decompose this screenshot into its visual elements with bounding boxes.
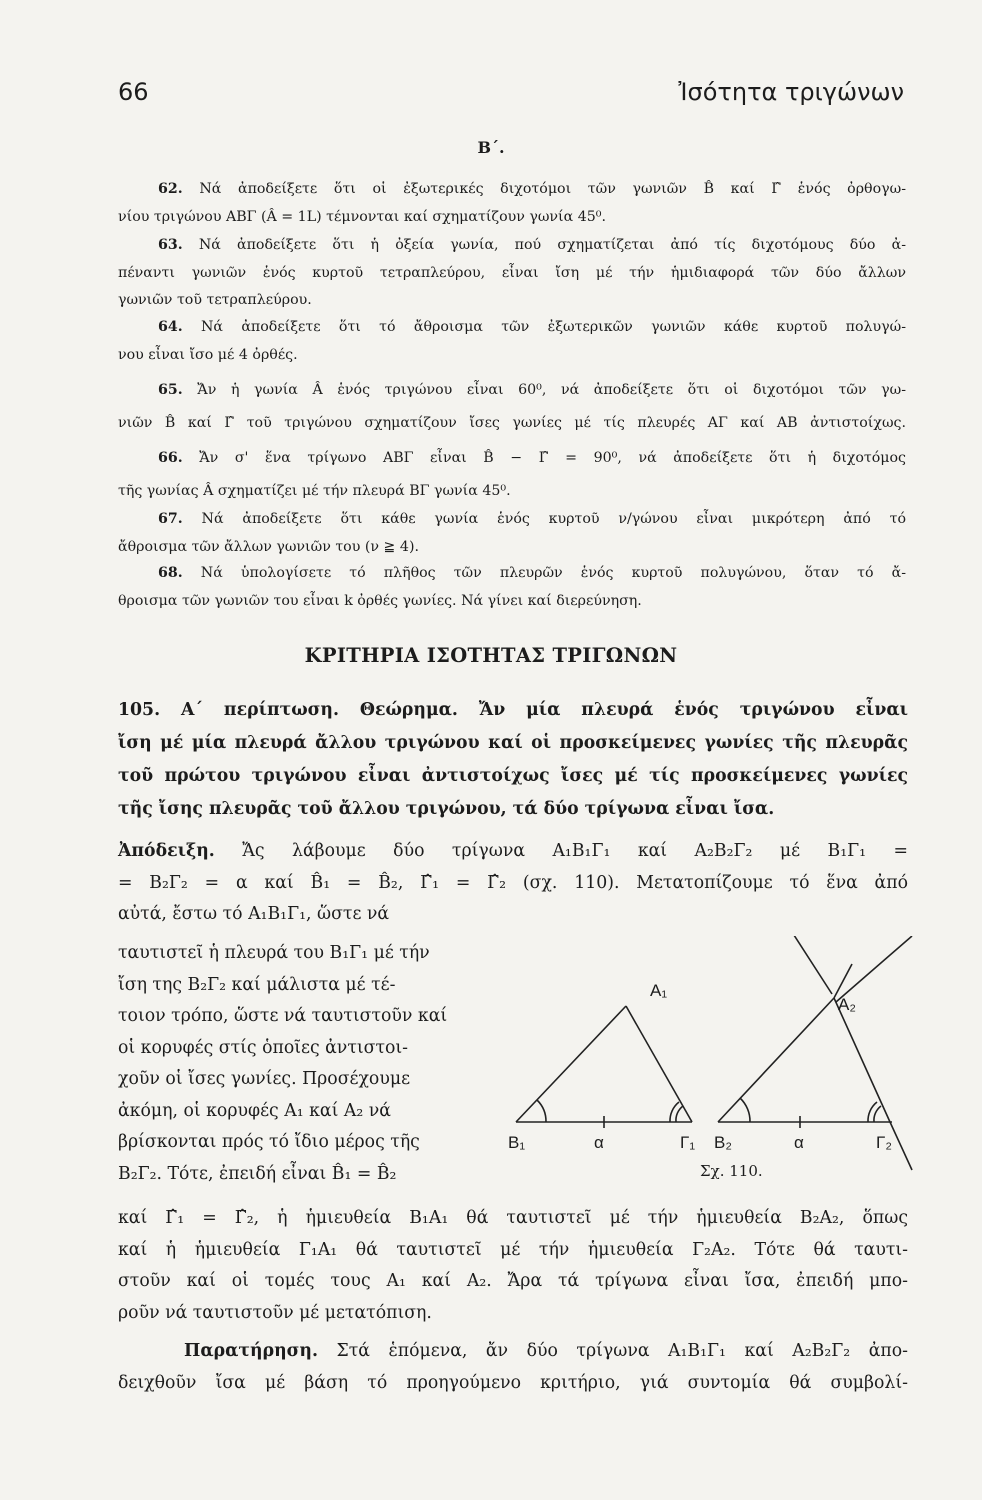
exercise-65: 65. Ἄν ἡ γωνία Â ἑνός τριγώνου εἶναι 60⁰, νά ἀποδείξετε ὅτι οἱ διχοτόμοι τῶν γω- νιῶν B̂ καί Γ̂ τοῦ τριγώνου σχηματίζουν ἴσες γωνίες μέ τίς πλευρές ΑΓ καί ΑΒ ἀντιστοίχως. [118, 382, 906, 431]
exercise-63: 63. Νά ἀποδείξετε ὅτι ἡ ὀξεία γωνία, πού σχηματίζεται ἀπό τίς διχοτόμους δύο ἀ- πέναντι γωνιῶν ἑνός κυρτοῦ τετραπλεύρου, εἶναι ἴση μέ τήν ἡμιδιαφορά τῶν δύο ἄλλων γωνιῶν τοῦ τετραπλεύρου. [118, 237, 906, 308]
label-a-side-2: α [794, 1133, 804, 1152]
exercise-number: 65. [158, 382, 183, 398]
remark-label: Παρατήρηση. [184, 1341, 318, 1361]
extension-line-3 [890, 1122, 912, 1170]
exercise-64: 64. Νά ἀποδείξετε ὅτι τό ἄθροισμα τῶν ἐξωτερικῶν γωνιῶν κάθε κυρτοῦ πολυγώ- νου εἶναι ἴσο μέ 4 ὀρθές. [118, 319, 906, 363]
exercise-number: 67. [158, 511, 183, 527]
label-b1: B₁ [508, 1133, 526, 1152]
figure-110 [500, 936, 920, 1186]
proof-intro: Ἀπόδειξη. Ἄς λάβουμε δύο τρίγωνα Α₁Β₁Γ₁ καί Α₂Β₂Γ₂ μέ Β₁Γ₁ = = Β₂Γ₂ = α καί B̂₁ = B̂₂, Γ̂₁ = Γ̂₂ (σχ. 110). Μετατοπίζουμε τό ἕνα ἀπό αὐτά, ἔστω τό Α₁Β₁Γ₁, ὥστε νά [118, 841, 908, 924]
label-b2: B₂ [714, 1133, 732, 1152]
exercise-66: 66. Ἄν σ' ἕνα τρίγωνο ΑΒΓ εἶναι B̂ − Γ̂ = 90⁰, νά ἀποδείξετε ὅτι ἡ διχοτόμος τῆς γωνίας Â σχηματίζει μέ τήν πλευρά ΒΓ γωνία 45⁰. [118, 450, 906, 499]
theorem-label: 105. Α΄ περίπτωση. Θεώρημα. [118, 700, 458, 720]
running-title: Ἰσότητα τριγώνων [678, 78, 904, 106]
exercise-number: 64. [158, 319, 183, 335]
angle-b1-arc [537, 1100, 546, 1122]
label-g1: Γ₁ [680, 1133, 696, 1152]
side-a1g1 [626, 1006, 692, 1122]
side-a2g2 [834, 998, 890, 1122]
proof-side-column: ταυτιστεῖ ἡ πλευρά του Β₁Γ₁ μέ τήν ἴση της Β₂Γ₂ καί μάλιστα μέ τέ- τοιον τρόπο, ὥστε νά ταυτιστοῦν καί οἱ κορυφές στίς ὁποῖες ἀντιστοι- χοῦν οἱ ἴσες γωνίες. Προσέχουμε ἀκόμη, οἱ κορυφές Α₁ καί Α₂ νά βρίσκονται πρός τό ἴδιο μέρος τῆς Β₂Γ₂. Τότε, ἐπειδή εἶναι B̂₁ = B̂₂ [118, 943, 448, 1184]
exercise-number: 68. [158, 565, 183, 581]
exercise-number: 66. [158, 450, 183, 466]
extension-line-2 [792, 936, 832, 994]
triangles-diagram [500, 936, 920, 1186]
side-b2a2 [718, 998, 834, 1122]
exercise-number: 63. [158, 237, 183, 253]
label-g2: Γ₂ [876, 1133, 892, 1152]
proof-continuation: καί Γ̂₁ = Γ̂₂, ἡ ἡμιευθεία Β₁Α₁ θά ταυτιστεῖ μέ τήν ἡμιευθεία Β₂Α₂, ὅπως καί ἡ ἡμιευθεία Γ₁Α₁ θά ταυτιστεῖ μέ τήν ἡμιευθεία Γ₂Α₂. Τότε θά ταυτι- στοῦν καί οἱ τομές τους Α₁ καί Α₂. Ἄρα τά τρίγωνα εἶναι ἴσα, ἐπειδή μπο- ροῦν νά ταυτιστοῦν μέ μετατόπιση. [118, 1208, 908, 1323]
angle-g1-arc [676, 1106, 683, 1122]
section-label: Β΄. [477, 138, 505, 157]
theorem-105: 105. Α΄ περίπτωση. Θεώρημα. Ἄν μία πλευρά ἑνός τριγώνου εἶναι ἴση μέ μία πλευρά ἄλλου τριγώνου καί οἱ προσκείμενες γωνίες τῆς πλευρᾶς τοῦ πρώτου τριγώνου εἶναι ἀντιστοίχως ἴσες μέ τίς προσκείμενες γωνίες τῆς ἴσης πλευρᾶς τοῦ ἄλλου τριγώνου, τά δύο τρίγωνα εἶναι ἴσα. [118, 700, 908, 819]
exercise-68: 68. Νά ὑπολογίσετε τό πλῆθος τῶν πλευρῶν ἑνός κυρτοῦ πολυγώνου, ὅταν τό ἄ- θροισμα τῶν γωνιῶν του εἶναι k ὀρθές γωνίες. Νά γίνει καί διερεύνηση. [118, 565, 906, 609]
label-a2: A₂ [838, 995, 856, 1014]
proof-label: Ἀπόδειξη. [118, 841, 215, 861]
label-a-side-1: α [594, 1133, 604, 1152]
side-b1a1 [516, 1006, 626, 1122]
exercise-62: 62. Νά ἀποδείξετε ὅτι οἱ ἐξωτερικές διχοτόμοι τῶν γωνιῶν B̂ καί Γ̂ ἑνός ὀρθογω- νίου τριγώνου ΑΒΓ (Â = 1L) τέμνονται καί σχηματίζουν γωνία 45⁰. [118, 181, 906, 225]
page-number: 66 [118, 78, 149, 106]
exercise-number: 62. [158, 181, 183, 197]
extension-line [834, 964, 852, 998]
label-a1: A₁ [650, 981, 668, 1000]
angle-g2-arc [874, 1106, 881, 1122]
section-heading: ΚΡΙΤΗΡΙΑ ΙΣΟΤΗΤΑΣ ΤΡΙΓΩΝΩΝ [304, 644, 678, 667]
remark: Παρατήρηση. Στά ἑπόμενα, ἄν δύο τρίγωνα Α₁Β₁Γ₁ καί Α₂Β₂Γ₂ ἀπο- δειχθοῦν ἴσα μέ βάση τό προηγούμενο κριτήριο, γιά συντομία θά συμβολί- [118, 1341, 908, 1393]
angle-b2-arc [740, 1098, 750, 1122]
page-header [118, 78, 904, 118]
figure-caption: Σχ. 110. [700, 1162, 763, 1180]
extension-line-4 [836, 936, 912, 1002]
exercise-67: 67. Νά ἀποδείξετε ὅτι κάθε γωνία ἑνός κυρτοῦ ν/γώνου εἶναι μικρότερη ἀπό τό ἄθροισμα τῶν ἄλλων γωνιῶν του (ν ≧ 4). [118, 511, 906, 555]
